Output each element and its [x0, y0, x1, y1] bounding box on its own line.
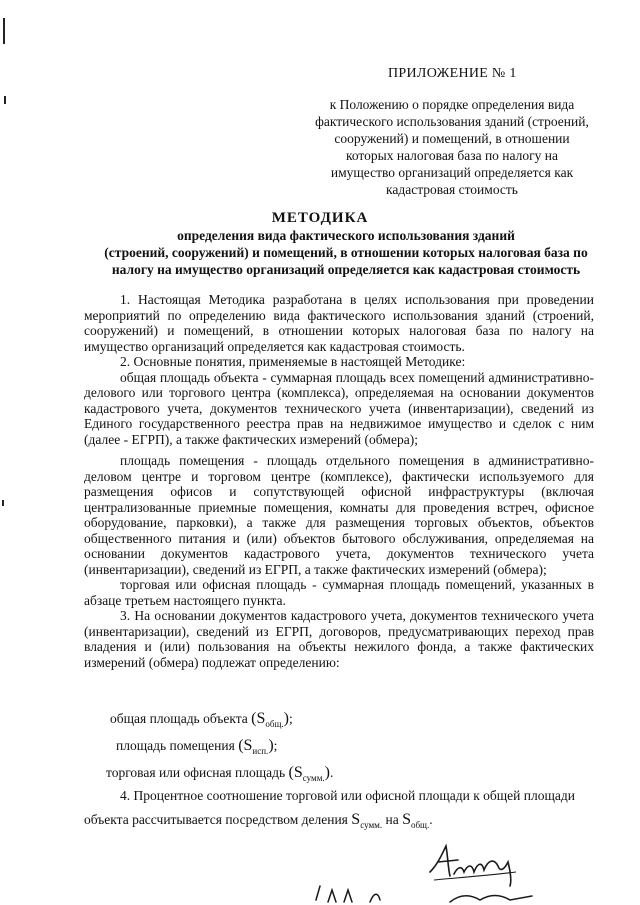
- header-line: имущество организаций определяется как: [330, 165, 574, 180]
- header-line: которых налоговая база по налогу на: [345, 148, 559, 163]
- scan-edge-mark: [3, 18, 5, 44]
- handwritten-mark: [300, 872, 560, 905]
- document-subtitle: [86, 227, 606, 278]
- paragraph-definition-trade-area: торговая или офисная площадь - суммарная площадь помещений, указанных в абзаце третьем настоящего пункта.: [84, 577, 594, 608]
- header-line: кадастровая стоимость: [386, 182, 518, 197]
- subtitle-line: налогу на имущество организаций определяется как кадастровая стоимость: [111, 262, 581, 277]
- formula-symbol: $(S_{исп.})$: [238, 737, 274, 757]
- formula-symbol: $S_{общ.}$: [402, 811, 430, 831]
- formula-label: торговая или офисная площадь: [106, 765, 286, 780]
- formula-trade-area: торговая или офисная площадь $(S_{сумм.})$.: [106, 764, 334, 784]
- subtitle-line: (строений, сооружений) и помещений, в отношении которых налоговая база по: [104, 245, 588, 260]
- paragraph-definition-total-area: общая площадь объекта - суммарная площадь всех помещений административно-делового или торгового центра (комплекса), определяемая на основании документов кадастрового учета, документов технического учета (инвентаризации), сведений из Единого государственного реестра прав на недвижимое имущество и сделок с ним (далее - ЕГРП), а также фактических измерений (обмера);: [84, 369, 594, 447]
- header-line: сооружений) и помещений, в отношении: [334, 131, 570, 146]
- appendix-reference: [302, 96, 602, 198]
- appendix-title: ПРИЛОЖЕНИЕ № 1: [388, 66, 517, 81]
- subtitle-line: определения вида фактического использования зданий: [177, 228, 515, 243]
- paragraph-1: 1. Настоящая Методика разработана в целях использования при проведении мероприятий по определению вида фактического использования зданий (строений, сооружений) и помещений, в отношении которых налоговая база по налогу на имущество организаций определяется как кадастровая стоимость.: [84, 292, 594, 354]
- formula-symbol: $(S_{сумм.})$: [288, 764, 330, 784]
- paragraph-3: 3. На основании документов кадастрового учета, документов технического учета (инвентаризации), сведений из ЕГРП, договоров, предусматривающих переход прав владения и (или) пользования на объекты нежилого фонда, а также фактических измерений (обмера) подлежат определению:: [84, 608, 594, 670]
- formula-symbol: $S_{сумм.}$: [351, 811, 383, 831]
- formula-label: площадь помещения: [116, 738, 235, 753]
- header-line: фактического использования зданий (строений,: [315, 114, 589, 129]
- document-title: МЕТОДИКА: [271, 210, 369, 226]
- scan-edge-mark: [4, 96, 6, 104]
- formula-total-area: общая площадь объекта $(S_{общ.})$;: [110, 710, 293, 730]
- paragraph-definition-premises-area: площадь помещения - площадь отдельного помещения в административно-деловом центре и торговом центре (комплексе), фактически используемого для размещения офисов и сопутствующей офисной инфраструктуры (включая централизованные приемные помещения, комнаты для проведения встреч, офисное оборудование, парковки), а также для размещения торговых объектов, объектов общественного питания и (или) объектов бытового обслуживания, определяемая на основании документов кадастрового учета, документов технического учета (инвентаризации), сведений из ЕГРП, а также фактических измерений (обмера);: [84, 453, 594, 577]
- paragraph-2: 2. Основные понятия, применяемые в настоящей Методике:: [120, 354, 466, 369]
- formula-symbol: $(S_{общ.})$: [251, 710, 289, 730]
- formula-premises-area: площадь помещения $(S_{исп.})$;: [116, 737, 278, 757]
- header-line: к Положению о порядке определения вида: [329, 97, 575, 112]
- body-text: [84, 292, 594, 670]
- scan-edge-mark: [2, 500, 4, 506]
- formula-label: общая площадь объекта: [110, 711, 248, 726]
- paragraph-4: 4. Процентное соотношение торговой или офисной площади к общей площади: [120, 788, 575, 803]
- paragraph-4-formula: объекта рассчитывается посредством деления $S_{сумм.}$ на $S_{общ.}$.: [84, 811, 433, 831]
